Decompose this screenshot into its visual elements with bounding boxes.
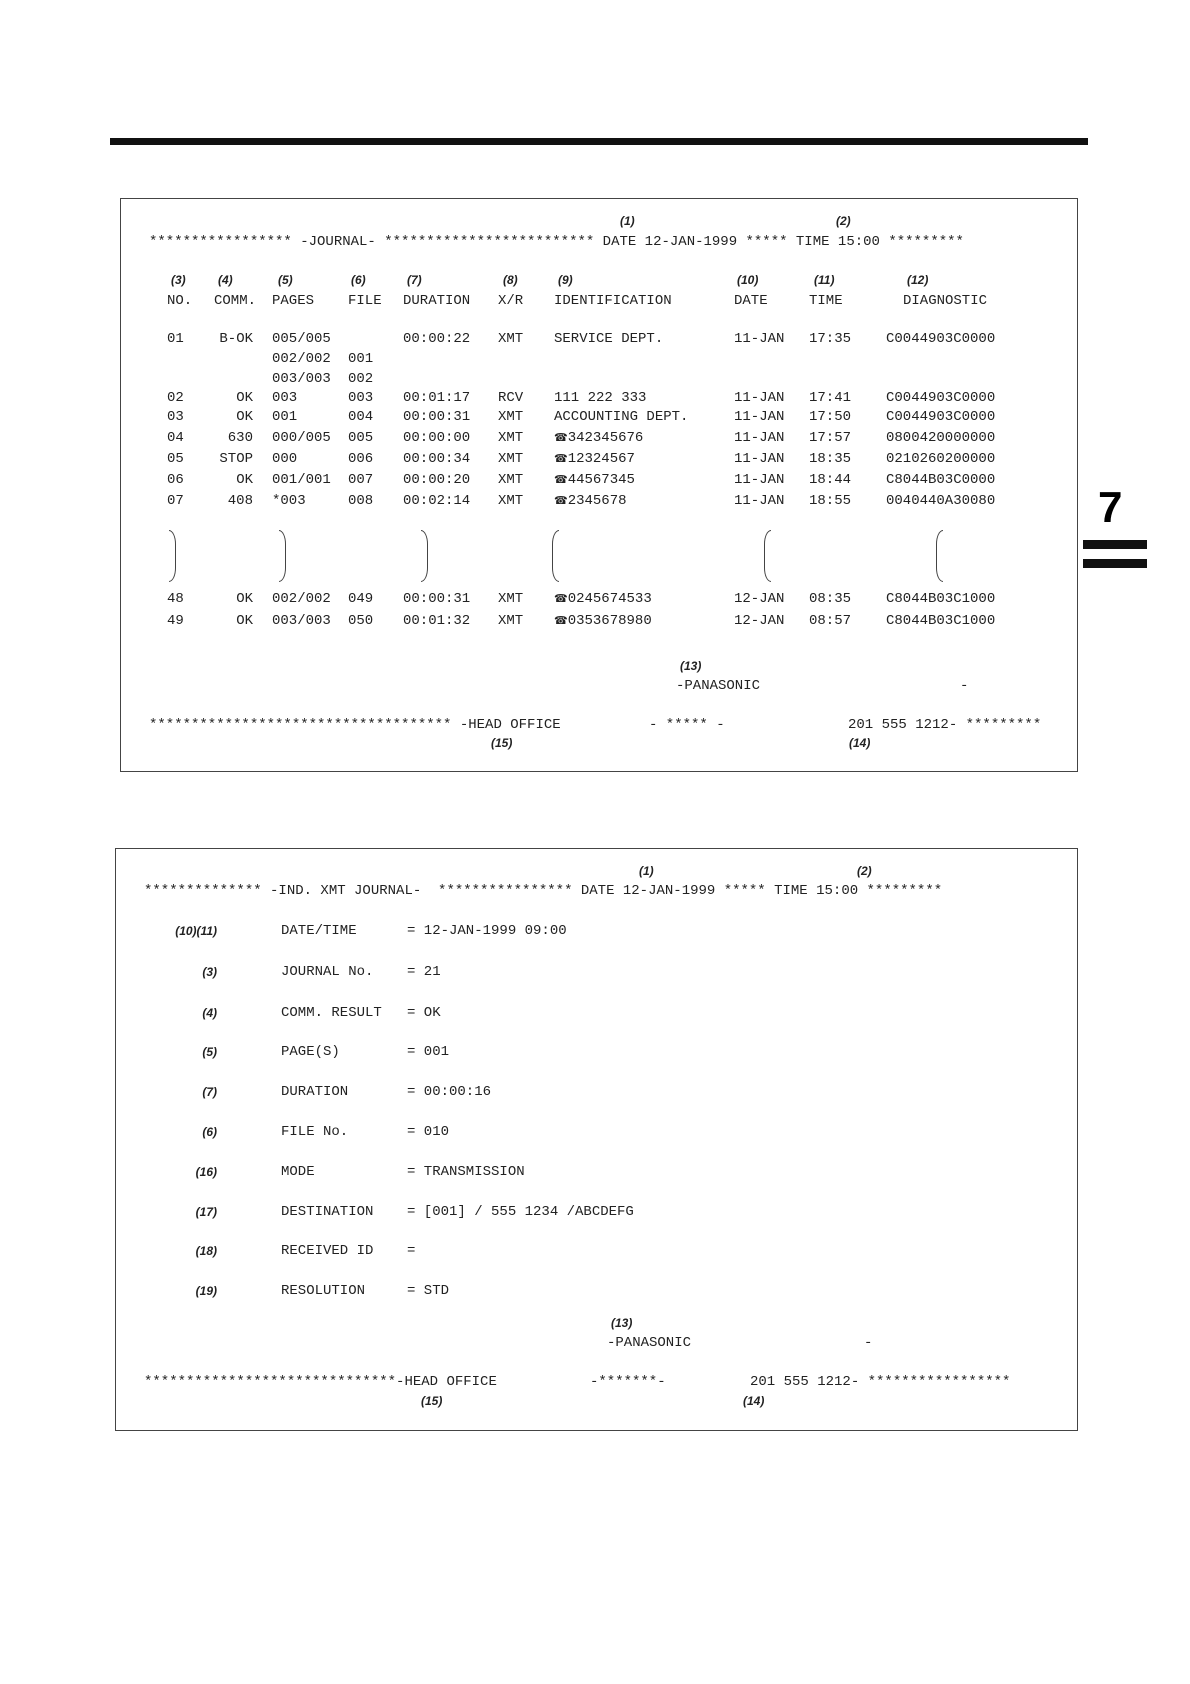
telephone-icon: ☎: [554, 614, 568, 627]
cell-pages: 002/002: [272, 351, 331, 367]
callout-time-col: (11): [814, 273, 835, 287]
cell-comm: OK: [236, 613, 253, 629]
cell-no: 01: [167, 331, 184, 347]
identification-text: 44567345: [567, 472, 635, 488]
header-pages: PAGES: [272, 293, 315, 309]
cell-date: 11-JAN: [734, 451, 785, 467]
elision-mark: [936, 530, 943, 582]
callout-diagnostic: (12): [907, 273, 929, 287]
header-date: DATE: [734, 293, 768, 309]
callout-name: (13): [680, 659, 702, 673]
journal-name: -PANASONIC: [676, 678, 761, 694]
chapter-number: 7: [1098, 483, 1123, 532]
cell-identification: [554, 613, 652, 629]
cell-xr: XMT: [498, 451, 524, 467]
cell-no: 07: [167, 493, 184, 509]
cell-date: 11-JAN: [734, 390, 785, 406]
ind-xmt-journal-report: [115, 848, 1078, 1431]
ind-footer-logo: ******************************-HEAD OFFICE: [144, 1374, 497, 1390]
cell-time: 08:35: [809, 591, 852, 607]
cell-file: 003: [348, 390, 374, 406]
header-diagnostic: DIAGNOSTIC: [903, 293, 988, 309]
field-label: RECEIVED ID: [281, 1243, 374, 1259]
cell-date: 11-JAN: [734, 430, 785, 446]
field-label: MODE: [281, 1164, 315, 1180]
cell-time: 18:35: [809, 451, 852, 467]
callout-duration: (7): [407, 273, 422, 287]
cell-pages: 003/003: [272, 371, 331, 387]
cell-pages: *003: [272, 493, 306, 509]
cell-pages: 001/001: [272, 472, 331, 488]
cell-time: 18:44: [809, 472, 852, 488]
cell-duration: 00:00:34: [403, 451, 471, 467]
field-label: FILE No.: [281, 1124, 349, 1140]
cell-time: 17:50: [809, 409, 852, 425]
cell-identification: [554, 409, 688, 425]
cell-duration: 00:01:32: [403, 613, 471, 629]
cell-file: 049: [348, 591, 374, 607]
field-value: = TRANSMISSION: [407, 1164, 525, 1180]
identification-text: 0353678980: [567, 613, 652, 629]
callout-no: (3): [171, 273, 186, 287]
header-duration: DURATION: [403, 293, 471, 309]
field-label: COMM. RESULT: [281, 1005, 382, 1021]
cell-duration: 00:00:31: [403, 409, 471, 425]
cell-time: 08:57: [809, 613, 852, 629]
cell-xr: XMT: [498, 613, 524, 629]
cell-file: 006: [348, 451, 374, 467]
journal-name-dash: -: [960, 678, 969, 694]
field-label: DATE/TIME: [281, 923, 357, 939]
cell-file: 050: [348, 613, 374, 629]
cell-file: 004: [348, 409, 374, 425]
elision-mark: [421, 530, 428, 582]
cell-comm: OK: [236, 390, 253, 406]
cell-duration: 00:01:17: [403, 390, 471, 406]
callout-number: (14): [743, 1394, 765, 1408]
cell-date: 12-JAN: [734, 613, 785, 629]
cell-identification: [554, 493, 627, 509]
telephone-icon: ☎: [554, 431, 568, 444]
callout-xr: (8): [503, 273, 518, 287]
cell-file: 007: [348, 472, 374, 488]
cell-comm: 408: [227, 493, 253, 509]
journal-report: [120, 198, 1078, 772]
cell-xr: XMT: [498, 472, 524, 488]
cell-comm: B-OK: [219, 331, 253, 347]
cell-comm: OK: [236, 409, 253, 425]
cell-diag: C0044903C0000: [886, 390, 996, 406]
cell-diag: 0800420000000: [886, 430, 996, 446]
cell-file: 002: [348, 371, 374, 387]
cell-no: 48: [167, 591, 184, 607]
field-label: DURATION: [281, 1084, 349, 1100]
callout-identification: (9): [558, 273, 573, 287]
cell-diag: C8044B03C1000: [886, 613, 996, 629]
header-identification: IDENTIFICATION: [554, 293, 672, 309]
cell-xr: XMT: [498, 331, 524, 347]
field-callout: (17): [195, 1205, 217, 1219]
cell-duration: 00:02:14: [403, 493, 471, 509]
cell-pages: 000/005: [272, 430, 331, 446]
cell-date: 11-JAN: [734, 409, 785, 425]
field-callout: (3): [202, 965, 217, 979]
cell-duration: 00:00:31: [403, 591, 471, 607]
identification-text: 12324567: [567, 451, 635, 467]
cell-date: 11-JAN: [734, 493, 785, 509]
callout-time: (2): [836, 214, 851, 228]
cell-no: 02: [167, 390, 184, 406]
callout-number: (14): [849, 736, 871, 750]
cell-xr: XMT: [498, 409, 524, 425]
callout-time: (2): [857, 864, 872, 878]
cell-diag: C0044903C0000: [886, 331, 996, 347]
header-xr: X/R: [498, 293, 524, 309]
cell-date: 11-JAN: [734, 331, 785, 347]
cell-pages: 002/002: [272, 591, 331, 607]
cell-duration: 00:00:22: [403, 331, 471, 347]
cell-file: 005: [348, 430, 374, 446]
cell-pages: 003/003: [272, 613, 331, 629]
elision-mark: [552, 530, 559, 582]
cell-identification: [554, 451, 635, 467]
field-value: = 001: [407, 1044, 450, 1060]
cell-pages: 001: [272, 409, 298, 425]
cell-no: 05: [167, 451, 184, 467]
cell-no: 04: [167, 430, 184, 446]
telephone-icon: ☎: [554, 592, 568, 605]
cell-identification: [554, 390, 646, 406]
field-callout: (16): [195, 1165, 217, 1179]
field-callout: (4): [202, 1006, 217, 1020]
field-callout: (18): [195, 1244, 217, 1258]
header-comm: COMM.: [214, 293, 257, 309]
field-label: RESOLUTION: [281, 1283, 366, 1299]
ind-footer-number: 201 555 1212- *****************: [750, 1374, 1011, 1390]
cell-xr: RCV: [498, 390, 524, 406]
field-label: PAGE(S): [281, 1044, 340, 1060]
field-value: =: [407, 1243, 416, 1259]
chapter-tab-bar-lower: [1083, 559, 1147, 568]
cell-no: 06: [167, 472, 184, 488]
cell-pages: 000: [272, 451, 298, 467]
callout-date: (1): [639, 864, 654, 878]
cell-time: 17:57: [809, 430, 852, 446]
field-value: = STD: [407, 1283, 450, 1299]
cell-file: 008: [348, 493, 374, 509]
cell-comm: OK: [236, 472, 253, 488]
field-callout: (10)(11): [175, 924, 217, 938]
ind-title-line: ************** -IND. XMT JOURNAL- **************** DATE 12-JAN-1999 ***** TIME 15:00 *********: [144, 883, 943, 899]
telephone-icon: ☎: [554, 452, 568, 465]
ind-name-dash: -: [864, 1335, 873, 1351]
cell-diag: 0040440A30080: [886, 493, 996, 509]
callout-pages: (5): [278, 273, 293, 287]
elision-mark: [279, 530, 286, 582]
callout-comm: (4): [218, 273, 233, 287]
identification-text: 342345676: [567, 430, 644, 446]
cell-xr: XMT: [498, 591, 524, 607]
identification-text: 0245674533: [567, 591, 652, 607]
identification-text: ACCOUNTING DEPT.: [554, 409, 689, 425]
callout-name: (13): [611, 1316, 633, 1330]
cell-date: 11-JAN: [734, 472, 785, 488]
field-value: = 00:00:16: [407, 1084, 492, 1100]
cell-file: 001: [348, 351, 374, 367]
header-rule: [110, 138, 1088, 145]
ind-footer-mid: -*******-: [590, 1374, 666, 1390]
telephone-icon: ☎: [554, 494, 568, 507]
field-callout: (7): [202, 1085, 217, 1099]
cell-pages: 005/005: [272, 331, 331, 347]
cell-diag: C0044903C0000: [886, 409, 996, 425]
cell-diag: C8044B03C0000: [886, 472, 996, 488]
cell-identification: [554, 591, 652, 607]
header-no: NO.: [167, 293, 193, 309]
telephone-icon: ☎: [554, 473, 568, 486]
callout-date-col: (10): [737, 273, 759, 287]
identification-text: SERVICE DEPT.: [554, 331, 664, 347]
header-time: TIME: [809, 293, 843, 309]
cell-diag: 0210260200000: [886, 451, 996, 467]
callout-date: (1): [620, 214, 635, 228]
cell-date: 12-JAN: [734, 591, 785, 607]
callout-logo: (15): [421, 1394, 443, 1408]
identification-text: 111 222 333: [554, 390, 647, 406]
cell-time: 18:55: [809, 493, 852, 509]
callout-file: (6): [351, 273, 366, 287]
journal-title-line: ***************** -JOURNAL- ************************* DATE 12-JAN-1999 ***** TIME 15:00 *********: [149, 234, 964, 250]
elision-mark: [764, 530, 771, 582]
cell-duration: 00:00:00: [403, 430, 471, 446]
field-value: = 12-JAN-1999 09:00: [407, 923, 567, 939]
cell-comm: STOP: [219, 451, 253, 467]
cell-comm: 630: [227, 430, 253, 446]
cell-no: 49: [167, 613, 184, 629]
field-value: = 21: [407, 964, 441, 980]
journal-footer-logo: ************************************ -HEAD OFFICE: [149, 717, 561, 733]
cell-time: 17:35: [809, 331, 852, 347]
ind-name: -PANASONIC: [607, 1335, 692, 1351]
cell-pages: 003: [272, 390, 298, 406]
callout-logo: (15): [491, 736, 513, 750]
chapter-tab-bar-upper: [1083, 540, 1147, 549]
cell-identification: [554, 331, 663, 347]
cell-time: 17:41: [809, 390, 852, 406]
cell-xr: XMT: [498, 430, 524, 446]
elision-mark: [169, 530, 176, 582]
journal-footer-mid: - ***** -: [649, 717, 725, 733]
field-value: = OK: [407, 1005, 441, 1021]
identification-text: 2345678: [567, 493, 627, 509]
field-label: JOURNAL No.: [281, 964, 374, 980]
cell-comm: OK: [236, 591, 253, 607]
cell-diag: C8044B03C1000: [886, 591, 996, 607]
journal-footer-number: 201 555 1212- *********: [848, 717, 1042, 733]
field-value: = [001] / 555 1234 /ABCDEFG: [407, 1204, 634, 1220]
cell-identification: [554, 472, 635, 488]
cell-duration: 00:00:20: [403, 472, 471, 488]
cell-xr: XMT: [498, 493, 524, 509]
field-value: = 010: [407, 1124, 450, 1140]
cell-no: 03: [167, 409, 184, 425]
field-callout: (19): [195, 1284, 217, 1298]
field-callout: (5): [202, 1045, 217, 1059]
field-callout: (6): [202, 1125, 217, 1139]
field-label: DESTINATION: [281, 1204, 374, 1220]
header-file: FILE: [348, 293, 382, 309]
cell-identification: [554, 430, 643, 446]
